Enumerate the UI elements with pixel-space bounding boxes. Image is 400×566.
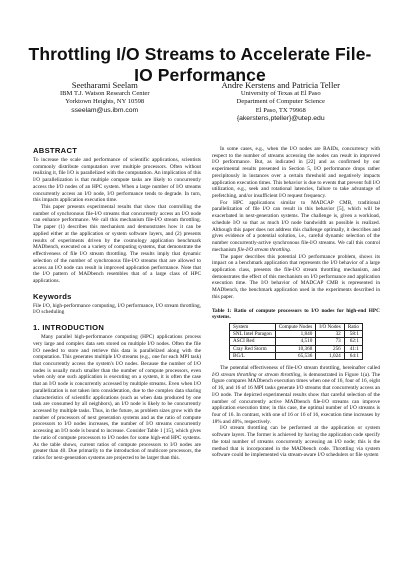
- body-paragraph: I/O stream throttling can be performed at the application or system software layers. The former is achieved by having the application code specify the total number of streams concurrently accessing an I/O node; this is the method that is incorporated in the MADbench code. Throttling via system software could be implemented via stream-aware I/O schedulers or file system: [212, 425, 380, 459]
- abstract-paragraph: To increase the scale and performance of scientific applications, scientists commonly distribute computation over multiple processors. Often without realizing it, file I/O is parallelized with the computation. An implication of this I/O parallelization is that multiple compute tasks are likely to concurrently access the I/O nodes of an HPC system. When a large number of I/O streams concurrently access an I/O node, I/O performance tends to degrade. In turn, this impacts application execution time.: [33, 157, 201, 204]
- table-cell: 256: [316, 345, 344, 352]
- table-header: System: [229, 323, 275, 330]
- table-cell: 62:1: [344, 338, 362, 345]
- table-cell: 4,510: [275, 338, 316, 345]
- body-text: is demonstrated in Figure 1(a). The figure compares MADbench execution times when one of 16, four of 16, eight of 16, and 16 of 16 MPI tasks generate I/O streams that concurrently access an I/O node. The depicted experimental results show that careful selection of the number of concurrently active MADbench file-I/O streams can improve application execution time; in this case, the optimal number of I/O streams is four of 16. In contrast, with one of 16 or 16 of 16, execution time increases by 18% and 40%, respectively.: [212, 371, 381, 425]
- table-cell: 1,024: [316, 352, 344, 359]
- table-row: [229, 345, 362, 352]
- author-address: Yorktown Heights, NY 10598: [65, 98, 145, 106]
- body-emphasis: file-I/O stream throttling.: [237, 246, 292, 253]
- table-cell: ASCI Red: [229, 338, 275, 345]
- author-block: [24, 80, 376, 124]
- spacer: [33, 316, 201, 323]
- body-text: For HPC applications similar to MADCAP CMB, traditional parallelization of file I/O can result in this behavior [5], which will be exacerbated in next-generation systems. The challenge is, given a workload, schedule I/O so that as much I/O node bandwidth as possible is realized. Although this paper does not address this challenge optimally, it describes and gives evidence of a potential solution, i.e., careful dynamic selection of the number concurrently-active synchronous file-I/O streams. We call this control mechanism: [212, 199, 380, 253]
- section-heading: 1. INTRODUCTION: [33, 323, 105, 333]
- table-caption: Table 1: Ratio of compute processors to I/O nodes for high-end HPC systems.: [212, 307, 380, 321]
- table-cell: 64:1: [344, 352, 362, 359]
- table-cell: 1,840: [275, 331, 316, 338]
- author-name: Seetharami Seelam: [71, 80, 138, 90]
- table-row: [229, 331, 362, 338]
- author-name: Andre Kerstens and Patricia Teller: [221, 80, 341, 90]
- author-department: Department of Computer Science: [236, 98, 325, 106]
- intro-paragraph: Many parallel high-performance computing (HPC) applications process very large and complex data sets stored on multiple I/O nodes. Often the file I/O needed to store and retrieve this data is parallelized along with the computation. This generates multiple I/O streams (e.g., one for each MPI task) that concurrently access the system's I/O nodes. Because the number of I/O nodes is usually much smaller than the number of compute processors, even when only one such application is executing on a system, it is often the case that an I/O node is concurrently accessed by multiple streams. Even when I/O parallelization is not taken into consideration, due to the complex data sharing characteristics of scientific applications (such as when data produced by one task are consumed by all neighbors), an I/O node is likely to be concurrently accessed by multiple tasks. Thus, in the future, as problem sizes grow with the number of processors of next generation systems and as the ratio of compute processors to I/O nodes increases, the number of I/O streams concurrently accessing an I/O node is bound to increase. Consider Table 1 [15], which gives the ratio of compute processors to I/O nodes for some high-end HPC systems. As the table shows, current ratios of compute processors to I/O nodes are greater than 40. Due primarily to the introduction of multicore processors, the ratios for next-generation systems are projected to be larger than this.: [33, 334, 201, 462]
- abstract-heading: ABSTRACT: [33, 146, 78, 155]
- table-header: Ratio: [344, 323, 362, 330]
- body-paragraph: In some cases, e.g., when the I/O nodes are RAIDs, concurrency with respect to the number of streams accessing the nodes can result in improved I/O performance. But, as indicated in [22] and as confirmed by our experimental results presented in Section 5, I/O performance drops rather precipitously in instances over a certain threshold and negatively impacts application execution times. This behavior is due to events that prevent full I/O utilization, e.g., seek and rotational latencies, failure to take advantage of prefetching, and/or insufficient I/O request frequency.: [212, 146, 380, 200]
- abstract-paragraph: This paper presents experimental results that show that controlling the number of synchronous file-I/O streams that concurrently access an I/O node can enhance performance. We call this mechanism file-I/O stream throttling. The paper (1) describes this mechanism and demonstrates how it can be applied either at the application or system software layers, and (2) presents results of experiments driven by the cosmology application benchmark MADbench, executed on a variety of computing systems, that demonstrate the effectiveness of file I/O stream throttling. The results imply that dynamic selection of the number of synchronous file-I/O streams that are allowed to access an I/O node can result in improved application performance. Note that the I/O pattern of MADbench resembles that of a large class of HPC applications.: [33, 204, 201, 284]
- body-text: The potential effectiveness of file-I/O stream throttling, hereinafter called: [220, 364, 380, 371]
- table-header-row: [229, 323, 362, 330]
- table-row: [229, 338, 362, 345]
- table-header: Compute Nodes: [275, 323, 316, 330]
- body-text: or: [258, 371, 263, 378]
- body-emphasis: stream throttling,: [264, 371, 302, 378]
- author-email: {akerstens,pteller}@utep.edu: [236, 115, 325, 123]
- table-cell: SNL Intel Paragon: [229, 331, 275, 338]
- author-affiliation: IBM T.J. Watson Research Center: [59, 90, 150, 97]
- table-cell: BG/L: [229, 352, 275, 359]
- table-cell: 10,368: [275, 345, 316, 352]
- table-cell: 58:1: [344, 331, 362, 338]
- table-row: [229, 352, 362, 359]
- body-emphasis: I/O stream throttling: [212, 371, 257, 378]
- body-paragraph: The paper describes this potential I/O performance problem, shows its impact on a benchmark application that represents the I/O behavior of a large application class, presents the file-I/O stream throttling mechanism, and demonstrates the effect of this mechanism on I/O performance and application execution time. The I/O behavior of MADCAP CMB is represented in MADbench, the benchmark application used in the experiments described in this paper.: [212, 253, 380, 300]
- spacer: [212, 301, 380, 306]
- table-cell: 73: [316, 338, 344, 345]
- table-cell: 41:1: [344, 345, 362, 352]
- ratio-table: [229, 323, 363, 360]
- body-paragraph: [212, 200, 380, 254]
- table-cell: Cray Red Storm: [229, 345, 275, 352]
- table-cell: 65,536: [275, 352, 316, 359]
- author-1: [60, 80, 150, 124]
- right-column: [212, 146, 380, 459]
- author-affiliation: University of Texas at El Paso: [240, 90, 321, 97]
- author-address: El Paso, TX 79968: [255, 106, 306, 114]
- paper-title: Throttling I/O Streams to Accelerate File-IO Performance: [28, 44, 372, 85]
- keywords-text: File I/O, high-performance computing, I/O performance, I/O stream throttling, I/O scheduling: [33, 302, 201, 316]
- author-email: sseelam@us.ibm.com: [71, 106, 139, 114]
- left-column: [33, 146, 201, 462]
- body-paragraph: [212, 365, 380, 425]
- spacer: [33, 285, 201, 292]
- author-2: [221, 80, 340, 124]
- table-cell: 32: [316, 331, 344, 338]
- table-header: I/O Nodes: [316, 323, 344, 330]
- keywords-heading: Keywords: [33, 291, 72, 301]
